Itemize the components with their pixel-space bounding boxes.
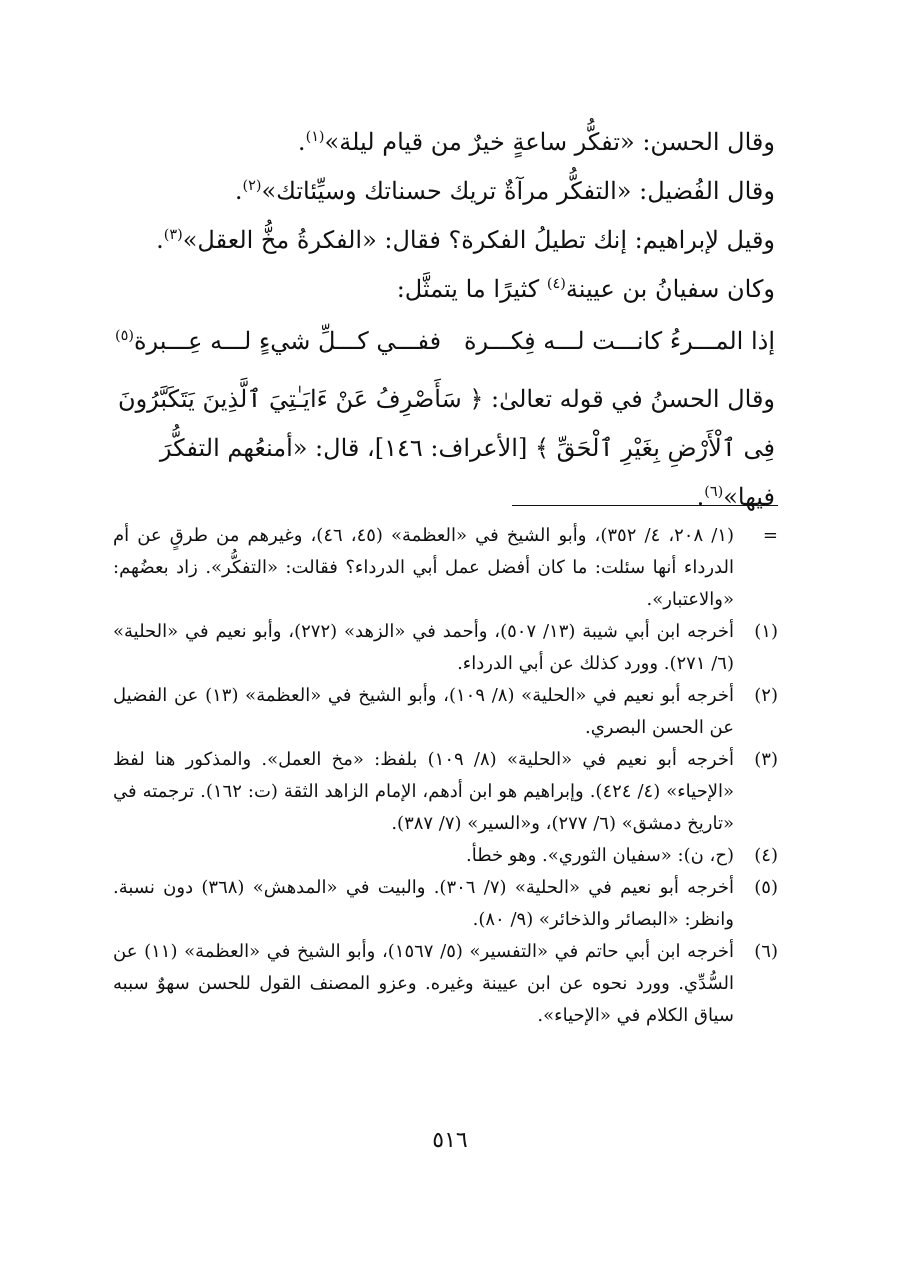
footnote-text: أخرجه ابن أبي حاتم في «التفسير» (٥/ ١٥٦٧)، وأبو الشيخ في «العظمة» (١١) عن السُّدِّي. وورد نحوه عن ابن عيينة وغيره. وعزو المصنف القول للحسن سهوٌ سببه سياق الكلام في «الإحياء». xyxy=(113,941,735,1026)
verse-first-hemistich: إذا المـــرءُ كانـــت لـــه فِكـــرة xyxy=(463,327,775,355)
footnote-text: (١/ ٢٠٨، ٤/ ٣٥٢)، وأبو الشيخ في «العظمة» (٤٥، ٤٦)، وغيرهم من طرقٍ عن أم الدرداء أنها سئلت: ما كان أفضل عمل أبي الدرداء؟ فقالت: «التفكُّر». زاد بعضُهم: «والاعتبار». xyxy=(113,525,734,610)
poetry-verse xyxy=(115,317,775,366)
verse-second-hemistich: ففـــي كـــلِّ شيءٍ لـــه عِـــبرة$^{(٥)}$ xyxy=(115,327,442,355)
footnote-divider xyxy=(512,505,778,506)
quote-hasan: وقال الحسن: «تفكُّر ساعةٍ خيرٌ من قيام ليلة»$^{(١)}$. xyxy=(297,128,775,156)
footnote-ref-3: (٣) xyxy=(163,227,183,243)
footnote-number: (١) xyxy=(754,621,778,642)
footnote-text: أخرجه أبو نعيم في «الحلية» (٨/ ١٠٩) بلفظ: «مخ العمل». والمذكور هنا لفظ «الإحياء» (٤/ ٤٢٤). وإبراهيم هو ابن أدهم، الإمام الزاهد الثقة (ت: ١٦٢). ترجمته في «تاريخ دمشق» (٦/ ٢٧٧)، و«السير» (٧/ ٣٨٧). xyxy=(113,749,735,834)
footnote-number: (٤) xyxy=(754,845,778,866)
footnotes xyxy=(113,520,778,1032)
footnote-text: أخرجه ابن أبي شيبة (١٣/ ٥٠٧)، وأحمد في «الزهد» (٢٧٢)، وأبو نعيم في «الحلية» (٦/ ٢٧١). وورد كذلك عن أبي الدرداء. xyxy=(113,621,734,674)
footnote-text: أخرجه أبو نعيم في «الحلية» (٨/ ١٠٩)، وأبو الشيخ في «العظمة» (١٣) عن الفضيل عن الحسن البصري. xyxy=(113,685,734,738)
quote-ibrahim: وقيل لإبراهيم: إنك تطيلُ الفكرة؟ فقال: «الفكرةُ مخُّ العقل»$^{(٣)}$. xyxy=(156,226,775,254)
footnote-number: (٥) xyxy=(754,877,778,898)
footnote-text: أخرجه أبو نعيم في «الحلية» (٧/ ٣٠٦). والبيت في «المدهش» (٣٦٨) دون نسبة. وانظر: «البصائر والذخائر» (٩/ ٨٠). xyxy=(113,877,734,930)
quote-fudayl: وقال الفُضيل: «التفكُّر مرآةٌ تريك حسناتك وسيِّئاتك»$^{(٢)}$. xyxy=(234,177,775,205)
footnote-number: (٦) xyxy=(754,941,778,962)
footnote-text: (ح، ن): «سفيان الثوري». وهو خطأ. xyxy=(465,845,734,866)
footnote-1 xyxy=(113,616,778,680)
footnote-ref-5: (٥) xyxy=(115,328,134,344)
quran-verse: ﴿ سَأَصْرِفُ عَنْ ءَايَـٰتِيَ ٱلَّذِينَ يَتَكَبَّرُونَ فِى ٱلْأَرْضِ بِغَيْرِ ٱلْحَقِّ ﴾ xyxy=(117,385,775,462)
main-text xyxy=(115,118,775,522)
quote-sufyan: وكان سفيانُ بن عيينة$^{(٤)}$ كثيرًا ما يتمثَّل: xyxy=(396,275,775,303)
footnote-ref-4: (٤) xyxy=(546,276,566,292)
footnote-3 xyxy=(113,744,778,840)
page-number: ٥١٦ xyxy=(432,1128,468,1153)
footnote-number: (٢) xyxy=(754,685,778,706)
footnote-ref-6: (٦) xyxy=(704,484,724,500)
footnote-2 xyxy=(113,680,778,744)
footnote-number: = xyxy=(762,525,778,546)
footnote-continuation xyxy=(113,520,778,616)
footnote-ref-1: (١) xyxy=(305,129,325,145)
footnote-ref-2: (٢) xyxy=(242,178,262,194)
footnote-5 xyxy=(113,872,778,936)
footnote-6 xyxy=(113,936,778,1032)
footnote-number: (٣) xyxy=(754,749,778,770)
footnote-4 xyxy=(113,840,778,872)
quran-commentary: وقال الحسنُ في قوله تعالىٰ: ﴿ سَأَصْرِفُ عَنْ ءَايَـٰتِيَ ٱلَّذِينَ يَتَكَبَّرُونَ فِى ٱلْأَرْضِ بِغَيْرِ ٱلْحَقِّ ﴾ [الأعراف: ١٤٦]، قال: «أمنعُهم التفكُّرَ فيها»$^{(٦)}$. xyxy=(117,385,775,511)
